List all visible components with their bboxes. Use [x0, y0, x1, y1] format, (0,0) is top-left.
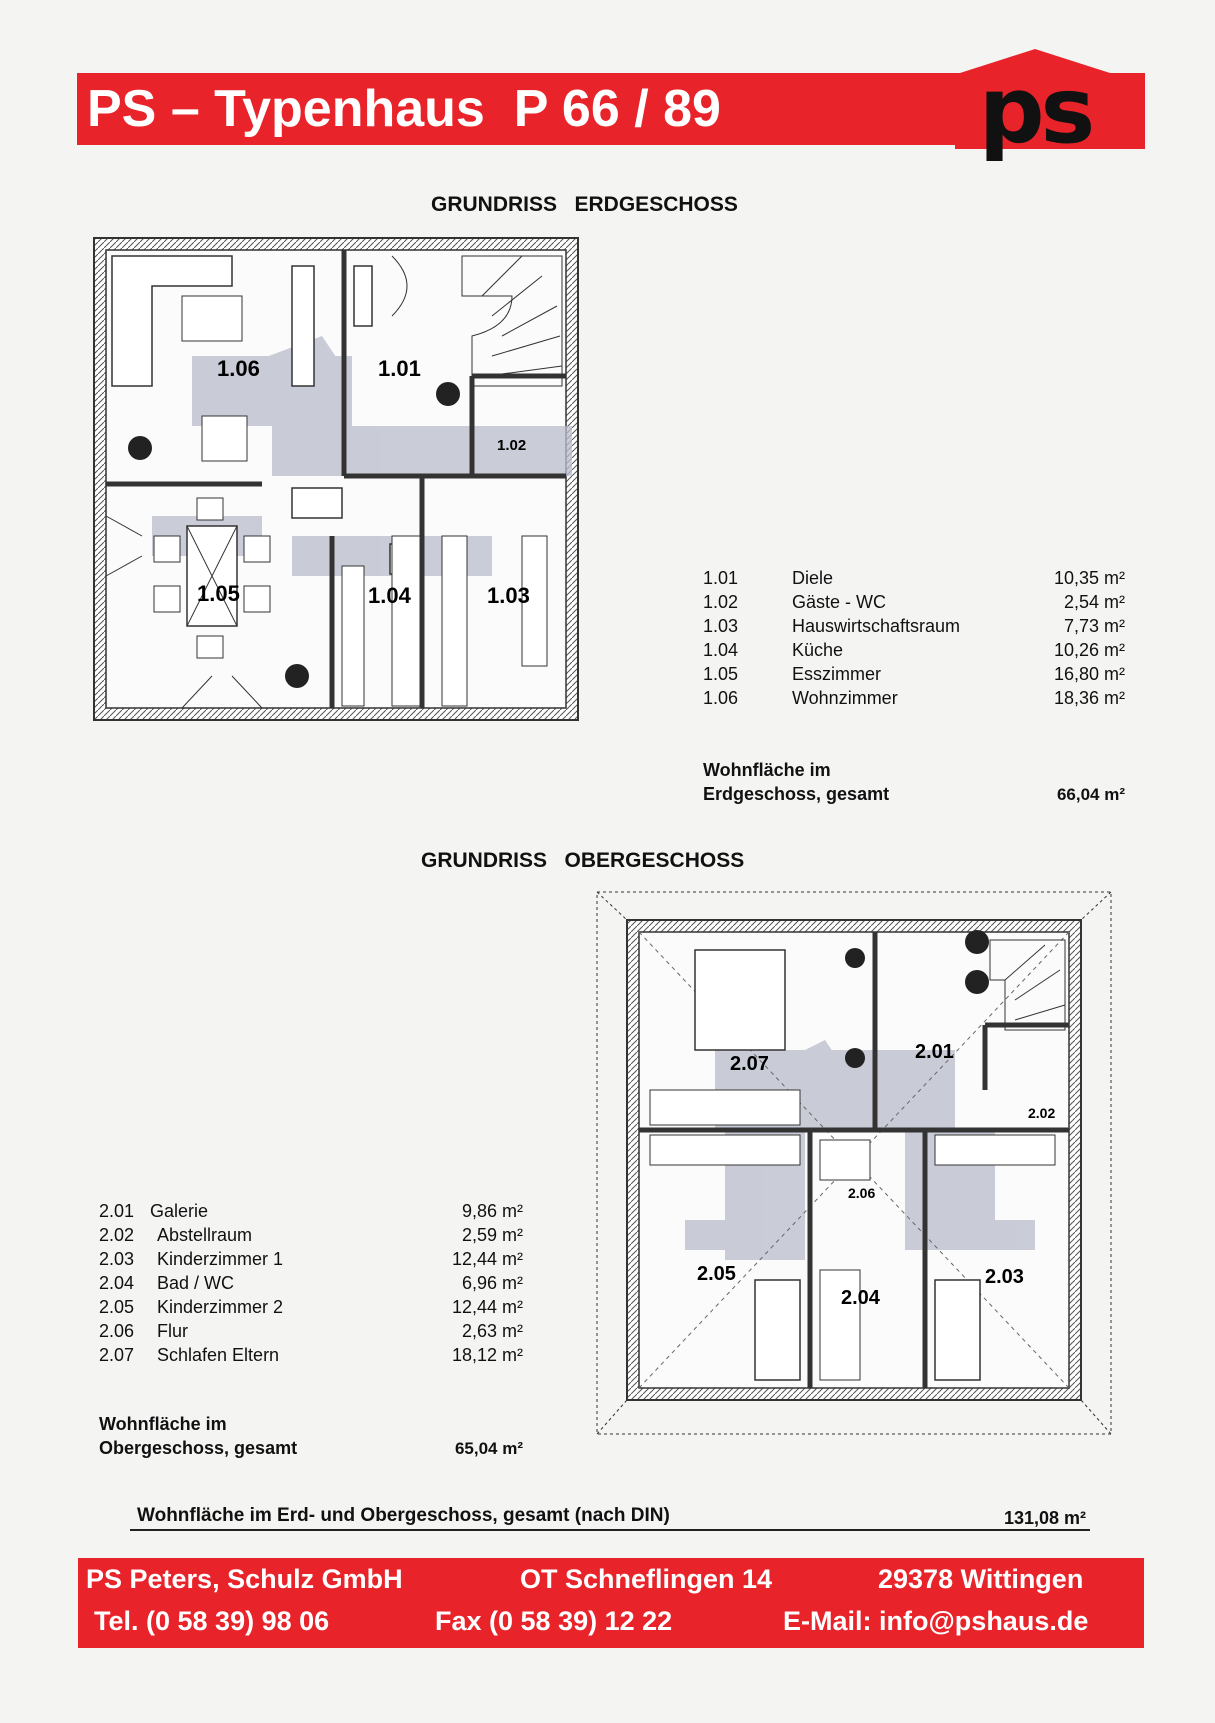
- room-label-1.02: 1.02: [497, 437, 527, 454]
- table-row: 1.03 Hauswirtschaftsraum 7,73 m²: [703, 616, 1125, 636]
- table-row: 2.04 Bad / WC 6,96 m²: [99, 1273, 523, 1293]
- ground-floor-plan: [92, 236, 582, 724]
- company-logo: ps: [978, 57, 1092, 164]
- table-row: 2.03 Kinderzimmer 1 12,44 m²: [99, 1249, 523, 1269]
- table-row: 2.01 Galerie 9,86 m²: [99, 1201, 523, 1221]
- upper-floor-plan: [595, 890, 1115, 1438]
- room-label-2.03: 2.03: [985, 1266, 1024, 1288]
- ground-floor-total-value: 66,04 m²: [1056, 785, 1125, 804]
- footer-street: OT Schneflingen 14: [520, 1564, 773, 1594]
- upper-floor-total-value: 65,04 m²: [454, 1439, 523, 1458]
- room-label-2.07: 2.07: [730, 1053, 769, 1075]
- ground-floor-total-label: Wohnfläche im Erdgeschoss, gesamt: [703, 760, 890, 804]
- room-label-2.02: 2.02: [1028, 1105, 1056, 1121]
- grand-total-value: 131,08 m²: [1003, 1508, 1086, 1528]
- room-label-1.05: 1.05: [197, 581, 240, 606]
- table-row: 2.07 Schlafen Eltern 18,12 m²: [99, 1345, 523, 1365]
- table-row: 2.02 Abstellraum 2,59 m²: [99, 1225, 523, 1245]
- table-row: 1.04 Küche 10,26 m²: [703, 640, 1125, 660]
- room-label-1.04: 1.04: [368, 583, 411, 608]
- table-row: 1.05 Esszimmer 16,80 m²: [703, 664, 1125, 684]
- footer-email[interactable]: E-Mail: info@pshaus.de: [783, 1606, 1089, 1636]
- table-row: 2.05 Kinderzimmer 2 12,44 m²: [99, 1297, 523, 1317]
- footer-company: PS Peters, Schulz GmbH: [86, 1564, 403, 1594]
- grand-total-underline: [130, 1529, 1090, 1531]
- page-title: PS – Typenhaus P 66 / 89: [87, 80, 721, 138]
- table-row: 2.06 Flur 2,63 m²: [99, 1321, 523, 1341]
- table-row: 1.02 Gäste - WC 2,54 m²: [703, 592, 1125, 612]
- room-label-2.06: 2.06: [848, 1185, 876, 1201]
- upper-floor-total-label: Wohnfläche im Obergeschoss, gesamt: [99, 1414, 298, 1458]
- table-row: 1.06 Wohnzimmer 18,36 m²: [703, 688, 1125, 708]
- room-label-1.06: 1.06: [217, 356, 260, 381]
- footer-city: 29378 Wittingen: [878, 1564, 1084, 1594]
- upper-floor-room-table: [99, 1199, 523, 1367]
- room-label-2.04: 2.04: [841, 1287, 880, 1309]
- room-label-1.03: 1.03: [487, 583, 530, 608]
- table-row: 1.01 Diele 10,35 m²: [703, 568, 1125, 588]
- footer-phone: Tel. (0 58 39) 98 06: [94, 1606, 330, 1636]
- footer-fax: Fax (0 58 39) 12 22: [435, 1606, 673, 1636]
- footer-banner: [78, 1558, 1144, 1648]
- ground-floor-room-table: [703, 566, 1125, 710]
- title-banner: [77, 73, 955, 145]
- grand-total-label: Wohnfläche im Erd- und Obergeschoss, gesamt (nach DIN): [137, 1505, 670, 1526]
- room-label-2.05: 2.05: [697, 1263, 736, 1285]
- ground-floor-heading: GRUNDRISS ERDGESCHOSS: [431, 193, 738, 216]
- room-label-1.01: 1.01: [378, 356, 421, 381]
- upper-floor-heading: GRUNDRISS OBERGESCHOSS: [421, 849, 745, 872]
- room-label-2.01: 2.01: [915, 1041, 954, 1063]
